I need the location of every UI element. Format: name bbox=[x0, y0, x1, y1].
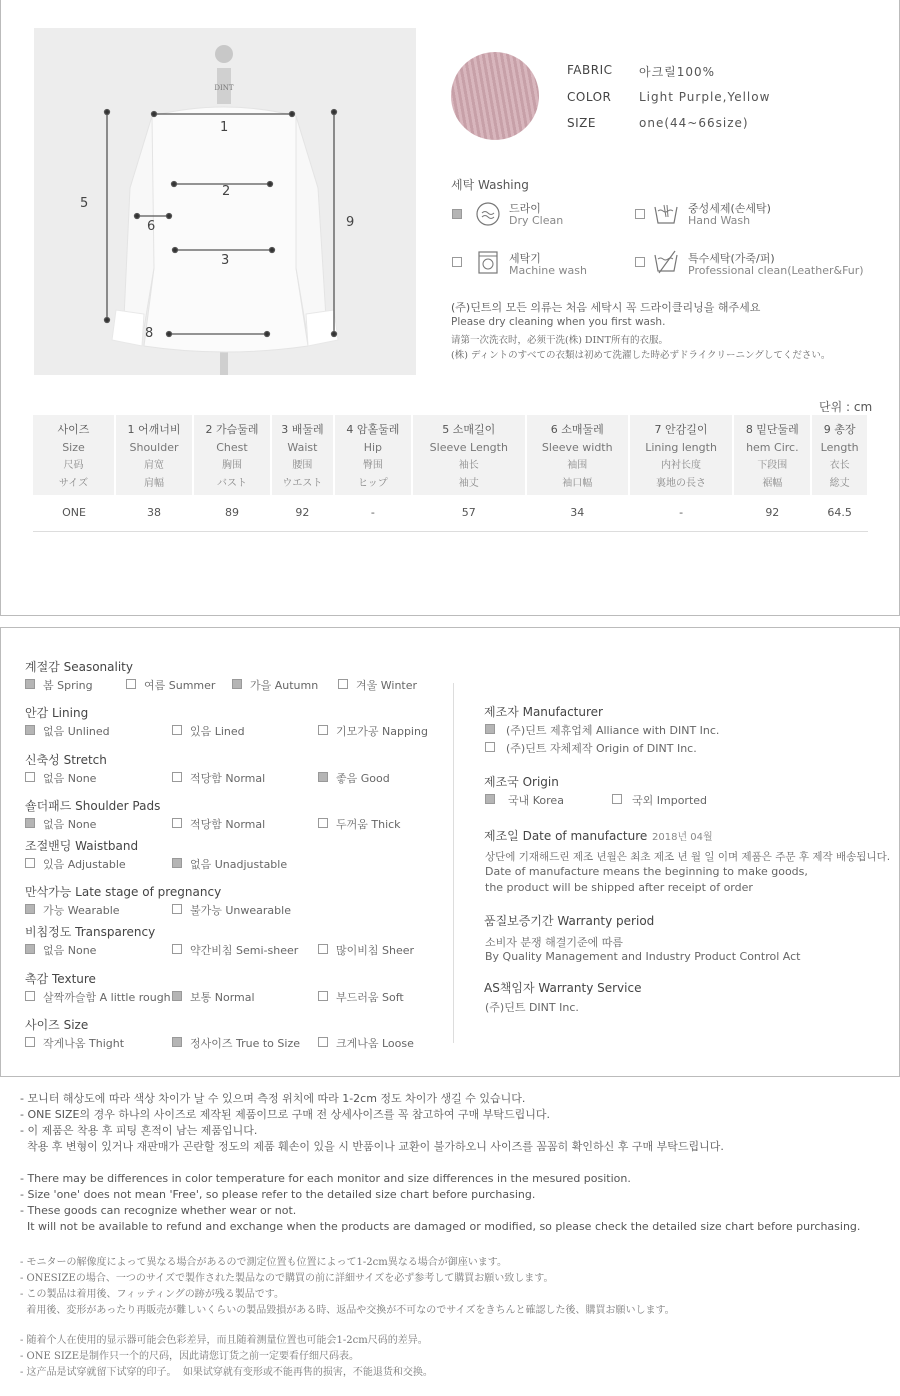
attribute-checkbox[interactable] bbox=[338, 679, 348, 689]
header-line: 臀围 bbox=[362, 460, 383, 471]
date-note-ko: 상단에 기재해드린 제조 년월은 최초 제조 년 월 일 이며 제품은 주문 후 제작 배송됩니다. bbox=[485, 851, 891, 863]
attribute-option-label: 보통 Normal bbox=[190, 991, 255, 1004]
attribute-checkbox[interactable] bbox=[25, 1037, 35, 1047]
attribute-option-label: 살짝까슬함 A little rough bbox=[43, 991, 171, 1004]
attribute-checkbox[interactable] bbox=[25, 772, 35, 782]
dry-clean-icon bbox=[475, 201, 501, 227]
dry-clean-label-ko: 드라이 bbox=[509, 202, 541, 215]
size-table-header-cell bbox=[412, 415, 526, 495]
measure-label-2: 2 bbox=[222, 184, 231, 199]
sweater-body bbox=[138, 107, 310, 352]
footer-note-cn: - ONE SIZE是制作只一个的尺码，因此请您订货之前一定要看仔细尺码表。 bbox=[20, 1351, 360, 1362]
measure-label-1: 1 bbox=[220, 120, 229, 135]
hand-wash-icon bbox=[653, 201, 679, 227]
size-table-cell: 92 bbox=[733, 495, 811, 531]
attribute-option-label: 불가능 Unwearable bbox=[190, 904, 291, 917]
attribute-title: 신축성 Stretch bbox=[25, 753, 107, 767]
header-line: Sleeve width bbox=[541, 441, 613, 454]
attribute-checkbox[interactable] bbox=[172, 818, 182, 828]
garment-illustration bbox=[34, 28, 416, 375]
size-table-cell: 92 bbox=[271, 495, 334, 531]
attribute-option-label: 가능 Wearable bbox=[43, 904, 120, 917]
size-table-header-cell bbox=[334, 415, 412, 495]
right-ruffle-cuff bbox=[306, 310, 338, 346]
header-line: Shoulder bbox=[129, 441, 179, 454]
footer-note-ko: - 모니터 해상도에 따라 색상 차이가 날 수 있으며 측정 위치에 따라 1-2cm 정도 차이가 생길 수 있습니다. bbox=[20, 1092, 526, 1105]
date-note-en-2: the product will be shipped after receipt of order bbox=[485, 881, 753, 894]
header-line: 9 총장 bbox=[823, 423, 856, 436]
unit-label: 단위 : cm bbox=[819, 400, 873, 414]
measure-label-6: 6 bbox=[147, 219, 156, 234]
size-table-cell: 38 bbox=[115, 495, 193, 531]
attribute-title: 숄더패드 Shoulder Pads bbox=[25, 799, 161, 813]
fabric-value: 아크릴100% bbox=[639, 65, 716, 79]
attribute-option-label: 봄 Spring bbox=[43, 679, 93, 692]
attribute-option-label: 작게나옴 Thight bbox=[43, 1037, 125, 1050]
professional-clean-label-ko: 특수세탁(가죽/퍼) bbox=[688, 252, 775, 265]
attribute-option-label: 여름 Summer bbox=[144, 679, 216, 692]
origin-imported-label: 국외 Imported bbox=[632, 794, 708, 807]
header-line: ヒップ bbox=[358, 478, 388, 489]
header-line: 裾幅 bbox=[762, 478, 783, 489]
dry-clean-label-en: Dry Clean bbox=[509, 214, 564, 227]
attribute-checkbox[interactable] bbox=[172, 991, 182, 1001]
attribute-title: 계절감 Seasonality bbox=[25, 660, 133, 674]
attribute-title: 비침정도 Transparency bbox=[25, 925, 156, 939]
washing-title: 세탁 Washing bbox=[451, 178, 529, 192]
size-table-header-cell bbox=[526, 415, 629, 495]
header-line: バスト bbox=[216, 478, 247, 489]
header-line: 尺码 bbox=[63, 460, 84, 471]
left-ruffle-cuff bbox=[112, 310, 144, 346]
machine-wash-checkbox[interactable] bbox=[452, 257, 462, 267]
attribute-checkbox[interactable] bbox=[318, 725, 328, 735]
attribute-option-label: 부드러움 Soft bbox=[336, 991, 404, 1004]
warranty-title: 품질보증기간 Warranty period bbox=[484, 914, 655, 928]
manufacturer-origin-checkbox[interactable] bbox=[485, 742, 495, 752]
product-detail-section bbox=[0, 0, 900, 616]
size-label: SIZE bbox=[567, 116, 596, 130]
attribute-checkbox[interactable] bbox=[25, 818, 35, 828]
header-line: Hip bbox=[363, 441, 383, 454]
footer-note-ja: - ONESIZEの場合、一つのサイズで製作された製品なので購買の前に詳細サイズを必ず参考して購買お願い致します。 bbox=[20, 1273, 554, 1284]
origin-korea-checkbox[interactable] bbox=[485, 794, 495, 804]
attribute-option-label: 두꺼움 Thick bbox=[336, 818, 401, 831]
size-table-header-cell bbox=[733, 415, 811, 495]
footer-note-ko: - ONE SIZE의 경우 하나의 사이즈로 제작된 제품이므로 구매 전 상세사이즈를 꼭 참고하여 구매 부탁드립니다. bbox=[20, 1108, 551, 1121]
measure-label-5: 5 bbox=[80, 196, 89, 211]
header-line: 2 가슴둘레 bbox=[205, 423, 259, 436]
manufacturer-title: 제조자 Manufacturer bbox=[484, 705, 603, 719]
fabric-label: FABRIC bbox=[567, 63, 613, 77]
size-table-cell: - bbox=[334, 495, 412, 531]
header-line: Sleeve Length bbox=[429, 441, 508, 454]
header-line: 8 밑단둘레 bbox=[745, 423, 799, 436]
size-table-header-cell bbox=[33, 415, 115, 495]
attribute-option-label: 적당함 Normal bbox=[190, 818, 266, 831]
size-table-body bbox=[33, 495, 868, 531]
attribute-option-label: 약간비침 Semi-sheer bbox=[190, 944, 299, 957]
size-table-header-cell bbox=[115, 415, 193, 495]
header-line: 肩幅 bbox=[143, 478, 164, 489]
hand-wash-label-ko: 중성세제(손세탁) bbox=[688, 202, 771, 215]
attribute-option-label: 정사이즈 True to Size bbox=[190, 1037, 300, 1050]
origin-title: 제조국 Origin bbox=[484, 775, 559, 789]
header-line: 内衬长度 bbox=[661, 460, 702, 471]
header-line: hem Circ. bbox=[746, 441, 799, 454]
footer-note-cn: - 这产品是试穿就留下试穿的印子。 如果试穿就有变形或不能再售的损害，不能退货和交换。 bbox=[20, 1367, 433, 1378]
header-line: 胸围 bbox=[221, 460, 242, 471]
size-table-cell: 64.5 bbox=[811, 495, 868, 531]
attribute-checkbox[interactable] bbox=[25, 858, 35, 868]
size-table-row bbox=[33, 495, 868, 531]
color-value: Light Purple,Yellow bbox=[639, 90, 771, 104]
attribute-checkbox[interactable] bbox=[25, 944, 35, 954]
header-line: 肩宽 bbox=[143, 460, 164, 471]
footer-note-ko: - 이 제품은 착용 후 피팅 흔적이 남는 제품입니다. bbox=[20, 1124, 258, 1137]
header-line: Length bbox=[820, 441, 859, 454]
attribute-checkbox[interactable] bbox=[25, 991, 35, 1001]
professional-clean-checkbox[interactable] bbox=[635, 257, 645, 267]
attribute-option-label: 없음 Unlined bbox=[43, 725, 110, 738]
size-table-cell: 89 bbox=[193, 495, 271, 531]
footer-note-ko: 착용 후 변형이 있거나 재판매가 곤란할 정도의 제품 훼손이 있을 시 반품이나 교환이 불가하오니 사이즈를 꼼꼼히 확인하신 후 구매 부탁드립니다. bbox=[20, 1140, 724, 1153]
attribute-checkbox[interactable] bbox=[172, 858, 182, 868]
hand-wash-label-en: Hand Wash bbox=[688, 214, 751, 227]
color-label: COLOR bbox=[567, 90, 612, 104]
attribute-option-label: 많이비침 Sheer bbox=[336, 944, 415, 957]
size-table-header-row bbox=[33, 415, 868, 495]
header-line: 腰围 bbox=[292, 460, 313, 471]
size-table-header-cell bbox=[193, 415, 271, 495]
header-line: サイズ bbox=[58, 478, 89, 489]
header-line: 袖丈 bbox=[458, 478, 479, 489]
date-title: 제조일 Date of manufacture bbox=[484, 829, 648, 843]
header-line: 3 배둘레 bbox=[281, 423, 324, 436]
attribute-option-label: 가을 Autumn bbox=[250, 679, 319, 692]
attribute-checkbox[interactable] bbox=[318, 944, 328, 954]
footer-note-ja: 着用後、変形があったり再販売が難しいくらいの製品毀損がある時、返品や交換が不可なのでサイズをきちんと確認した後、購買お願いします。 bbox=[20, 1305, 675, 1316]
header-line: 裏地の長さ bbox=[656, 478, 707, 489]
measure-label-8: 8 bbox=[145, 326, 154, 341]
fabric-swatch bbox=[451, 52, 539, 140]
attribute-checkbox[interactable] bbox=[318, 772, 328, 782]
header-line: 袖口幅 bbox=[562, 478, 593, 489]
size-table-cell: 34 bbox=[526, 495, 629, 531]
footer-note-en: - These goods can recognize whether wear or not. bbox=[20, 1204, 297, 1217]
header-line: 7 안감길이 bbox=[654, 423, 708, 436]
size-table bbox=[33, 415, 869, 532]
garment-measurement-image bbox=[34, 28, 416, 375]
footer-note-en: It will not be available to refund and exchange when the products are damaged or modified, so please check the detailed size chart before purchasing. bbox=[20, 1220, 861, 1233]
footer-note-ja: - この製品は着用後、フィッティングの跡が残る製品です。 bbox=[20, 1289, 284, 1300]
size-table-cell: ONE bbox=[33, 495, 115, 531]
header-line: 1 어깨너비 bbox=[127, 423, 181, 436]
header-line: 衣长 bbox=[829, 460, 850, 471]
washing-note-ko: (주)딘트의 모든 의류는 처음 세탁시 꼭 드라이클리닝을 해주세요 bbox=[451, 301, 761, 314]
header-line: Lining length bbox=[645, 441, 717, 454]
footer-note-en: - There may be differences in color temperature for each monitor and size differences in the mesured position. bbox=[20, 1172, 631, 1185]
measure-label-3: 3 bbox=[221, 253, 230, 268]
attribute-checkbox[interactable] bbox=[172, 725, 182, 735]
size-value: one(44~66size) bbox=[639, 116, 749, 130]
attribute-option-label: 없음 None bbox=[43, 818, 97, 831]
warranty-note-ko: 소비자 분쟁 해결기준에 따름 bbox=[485, 936, 624, 949]
origin-korea-label: 국내 Korea bbox=[508, 794, 564, 807]
size-table-header-cell bbox=[811, 415, 868, 495]
footer-note-cn: - 随着个人在使用的显示器可能会色彩差异，而且随着测量位置也可能会1-2cm尺码的差异。 bbox=[20, 1335, 428, 1346]
attribute-checkbox[interactable] bbox=[318, 1037, 328, 1047]
sweater-right-sleeve bbox=[296, 116, 326, 328]
attribute-option-label: 없음 None bbox=[43, 944, 97, 957]
attribute-option-label: 좋음 Good bbox=[336, 772, 390, 785]
header-line: 総丈 bbox=[829, 478, 850, 489]
size-table-header-cell bbox=[629, 415, 734, 495]
header-line: Chest bbox=[216, 441, 248, 454]
machine-wash-label-en: Machine wash bbox=[509, 264, 587, 277]
attribute-checkbox[interactable] bbox=[318, 991, 328, 1001]
attribute-checkbox[interactable] bbox=[126, 679, 136, 689]
attribute-checkbox[interactable] bbox=[232, 679, 242, 689]
as-value: (주)딘트 DINT Inc. bbox=[485, 1001, 579, 1014]
attribute-title: 만삭가능 Late stage of pregnancy bbox=[25, 885, 222, 899]
header-line: 袖围 bbox=[567, 460, 588, 471]
professional-clean-label-en: Professional clean(Leather&Fur) bbox=[688, 264, 864, 277]
attribute-checkbox[interactable] bbox=[25, 679, 35, 689]
warranty-note-en: By Quality Management and Industry Product Control Act bbox=[485, 950, 801, 963]
size-table-header-cell bbox=[271, 415, 334, 495]
attribute-option-label: 크게나옴 Loose bbox=[336, 1037, 414, 1050]
machine-wash-label-ko: 세탁기 bbox=[509, 252, 541, 265]
size-table-cell: 57 bbox=[412, 495, 526, 531]
product-attributes-section bbox=[0, 627, 900, 1077]
header-line: ウエスト bbox=[282, 478, 323, 489]
attribute-checkbox[interactable] bbox=[172, 944, 182, 954]
footer-note-ja: - モニターの解像度によって異なる場合があるので測定位置も位置によって1-2cm異なる場合が御座います。 bbox=[20, 1257, 507, 1268]
header-line: Size bbox=[62, 441, 85, 454]
date-value: 2018년 04월 bbox=[652, 832, 713, 843]
attribute-checkbox[interactable] bbox=[25, 725, 35, 735]
column-divider bbox=[453, 683, 454, 1043]
header-line: 下段围 bbox=[757, 460, 788, 471]
attribute-title: 사이즈 Size bbox=[25, 1018, 89, 1032]
hand-wash-checkbox[interactable] bbox=[635, 209, 645, 219]
washing-note-en: Please dry cleaning when you first wash. bbox=[451, 316, 666, 328]
attribute-option-label: 기모가공 Napping bbox=[336, 725, 428, 738]
attribute-checkbox[interactable] bbox=[172, 772, 182, 782]
manufacturer-origin-label: (주)딘트 자체제작 Origin of DINT Inc. bbox=[506, 742, 697, 755]
manufacturer-alliance-label: (주)딘트 제휴업체 Alliance with DINT Inc. bbox=[506, 724, 720, 737]
header-line: 袖长 bbox=[458, 460, 479, 471]
date-note-en-1: Date of manufacture means the beginning to make goods, bbox=[485, 865, 808, 878]
footer-note-en: - Size 'one' does not mean 'Free', so please refer to the detailed size chart before purchasing. bbox=[20, 1188, 536, 1201]
attribute-checkbox[interactable] bbox=[318, 818, 328, 828]
attribute-option-label: 겨울 Winter bbox=[356, 679, 418, 692]
header-line: 사이즈 bbox=[57, 423, 90, 436]
header-line: 4 암홀둘레 bbox=[346, 423, 400, 436]
machine-wash-icon bbox=[475, 249, 501, 275]
washing-note-cn: 请第一次洗衣时，必须干洗(株) DINT所有的衣服。 bbox=[451, 335, 668, 346]
header-line: 5 소매길이 bbox=[442, 423, 496, 436]
header-line: 6 소매둘레 bbox=[550, 423, 604, 436]
size-table-cell: - bbox=[629, 495, 734, 531]
attribute-checkbox[interactable] bbox=[25, 904, 35, 914]
attribute-title: 안감 Lining bbox=[25, 706, 89, 720]
attribute-option-label: 있음 Lined bbox=[190, 725, 245, 738]
mannequin-brand: DINT bbox=[214, 84, 234, 92]
header-line: Waist bbox=[287, 441, 318, 454]
as-title: AS책임자 Warranty Service bbox=[484, 981, 642, 995]
manufacturer-alliance-checkbox[interactable] bbox=[485, 724, 495, 734]
origin-imported-checkbox[interactable] bbox=[612, 794, 622, 804]
attribute-option-label: 적당함 Normal bbox=[190, 772, 266, 785]
attribute-option-label: 없음 None bbox=[43, 772, 97, 785]
attribute-option-label: 없음 Unadjustable bbox=[190, 858, 288, 871]
dry-clean-checkbox[interactable] bbox=[452, 209, 462, 219]
washing-note-ja: (株) ディントのすべての衣類は初めて洗濯した時必ずドライクリーニングしてください。 bbox=[451, 350, 831, 361]
measure-label-9: 9 bbox=[346, 215, 355, 230]
attribute-checkbox[interactable] bbox=[172, 904, 182, 914]
attribute-title: 조절밴딩 Waistband bbox=[25, 839, 139, 853]
mannequin-finial bbox=[215, 45, 233, 63]
attribute-option-label: 있음 Adjustable bbox=[43, 858, 126, 871]
attribute-checkbox[interactable] bbox=[172, 1037, 182, 1047]
professional-clean-icon bbox=[653, 249, 679, 275]
attribute-title: 촉감 Texture bbox=[25, 972, 96, 986]
